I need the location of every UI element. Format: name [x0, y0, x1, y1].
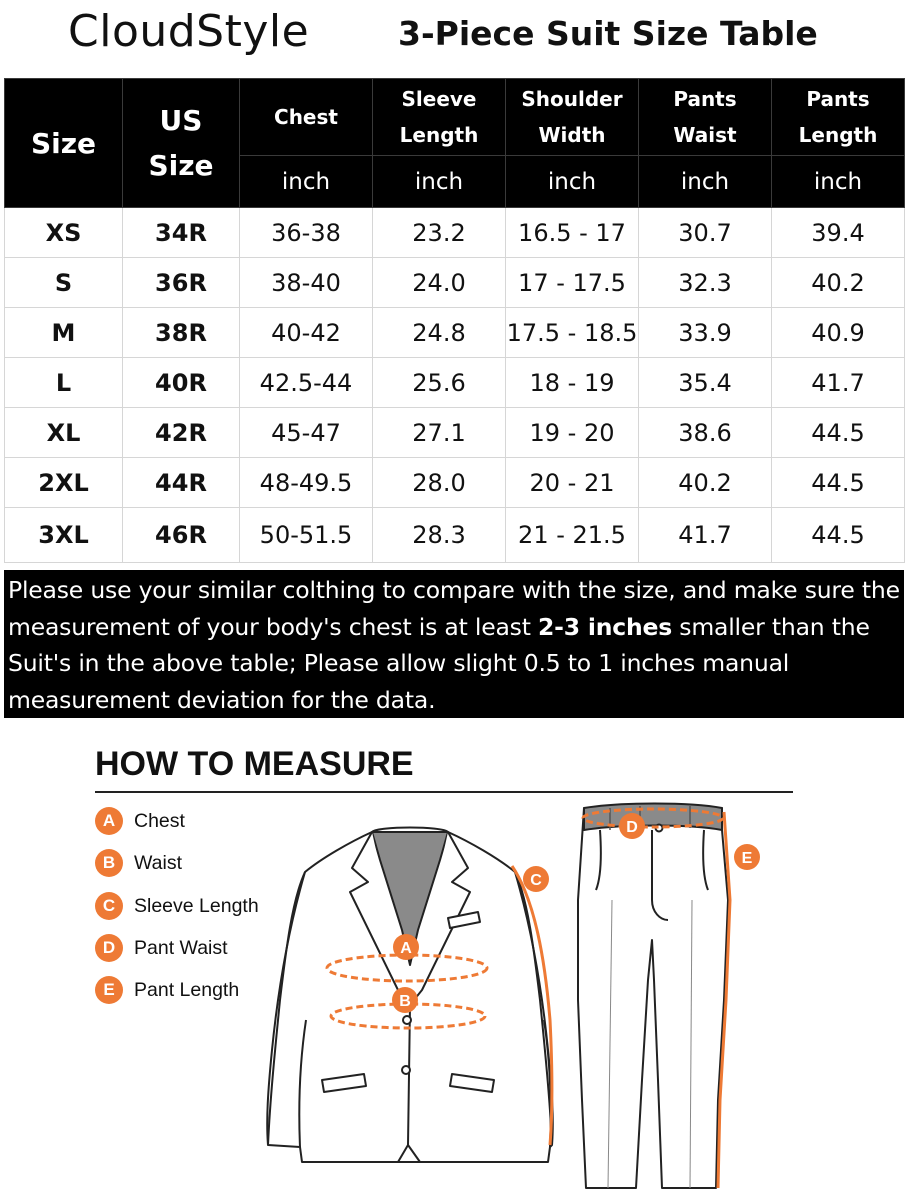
cell-pants-waist: 35.4 — [639, 358, 772, 408]
unit-length: inch — [772, 156, 905, 208]
cell-chest: 36-38 — [240, 208, 373, 258]
cell-shoulder-width: 17 - 17.5 — [506, 258, 639, 308]
cell-shoulder-width: 16.5 - 17 — [506, 208, 639, 258]
cell-us-size: 44R — [123, 458, 240, 508]
cell-size: XS — [5, 208, 123, 258]
cell-us-size: 36R — [123, 258, 240, 308]
cell-shoulder-width: 17.5 - 18.5 — [506, 308, 639, 358]
cell-pants-length: 44.5 — [772, 508, 905, 563]
header-pants-length: Pants Length — [772, 79, 905, 156]
cell-sleeve-length: 23.2 — [373, 208, 506, 258]
cell-us-size: 42R — [123, 408, 240, 458]
measurement-note: Please use your similar colthing to compare with the size, and make sure the measurement of your body's chest is at least 2-3 inches smaller than the Suit's in the above table; Please allow slight 0.5 to 1 inches manual measurement deviation for the data. — [4, 570, 904, 718]
cell-pants-waist: 33.9 — [639, 308, 772, 358]
cell-size: M — [5, 308, 123, 358]
cell-chest: 42.5-44 — [240, 358, 373, 408]
unit-sleeve: inch — [373, 156, 506, 208]
note-emphasis: 2-3 inches — [538, 612, 673, 641]
cell-chest: 38-40 — [240, 258, 373, 308]
header-chest: Chest — [240, 79, 373, 156]
cell-us-size: 38R — [123, 308, 240, 358]
badge-a-icon: A — [95, 807, 123, 835]
page-title: 3-Piece Suit Size Table — [398, 14, 818, 53]
cell-pants-waist: 40.2 — [639, 458, 772, 508]
cell-pants-waist: 30.7 — [639, 208, 772, 258]
cell-us-size: 34R — [123, 208, 240, 258]
svg-text:E: E — [741, 850, 753, 867]
cell-sleeve-length: 24.0 — [373, 258, 506, 308]
badge-e-icon: E — [95, 976, 123, 1004]
cell-pants-length: 44.5 — [772, 408, 905, 458]
svg-text:A: A — [400, 940, 412, 957]
cell-sleeve-length: 24.8 — [373, 308, 506, 358]
brand-logo: CloudStyle — [68, 6, 310, 57]
cell-shoulder-width: 18 - 19 — [506, 358, 639, 408]
how-to-measure-title: HOW TO MEASURE — [95, 745, 414, 783]
cell-size: 2XL — [5, 458, 123, 508]
badge-c-icon: C — [95, 892, 123, 920]
cell-us-size: 46R — [123, 508, 240, 563]
cell-pants-length: 44.5 — [772, 458, 905, 508]
header-pants-waist: Pants Waist — [639, 79, 772, 156]
legend-item-waist: B Waist — [95, 848, 182, 878]
cell-chest: 48-49.5 — [240, 458, 373, 508]
cell-pants-length: 40.9 — [772, 308, 905, 358]
cell-shoulder-width: 19 - 20 — [506, 408, 639, 458]
cell-pants-waist: 41.7 — [639, 508, 772, 563]
trousers-illustration — [578, 804, 728, 1189]
legend-item-pant-length: E Pant Length — [95, 975, 239, 1005]
cell-size: S — [5, 258, 123, 308]
cell-pants-waist: 38.6 — [639, 408, 772, 458]
legend-item-pant-waist: D Pant Waist — [95, 933, 228, 963]
svg-text:C: C — [530, 872, 542, 889]
cell-pants-length: 41.7 — [772, 358, 905, 408]
svg-text:D: D — [626, 819, 638, 836]
unit-chest: inch — [240, 156, 373, 208]
header-us-size: US Size — [123, 79, 240, 208]
unit-waist: inch — [639, 156, 772, 208]
cell-size: 3XL — [5, 508, 123, 563]
cell-chest: 40-42 — [240, 308, 373, 358]
badge-d-icon: D — [95, 934, 123, 962]
cell-pants-length: 40.2 — [772, 258, 905, 308]
header-sleeve-length: Sleeve Length — [373, 79, 506, 156]
cell-chest: 45-47 — [240, 408, 373, 458]
cell-chest: 50-51.5 — [240, 508, 373, 563]
legend-item-chest: A Chest — [95, 806, 185, 836]
cell-sleeve-length: 27.1 — [373, 408, 506, 458]
cell-size: L — [5, 358, 123, 408]
cell-size: XL — [5, 408, 123, 458]
header-size: Size — [5, 79, 123, 208]
badge-b-icon: B — [95, 849, 123, 877]
cell-sleeve-length: 28.3 — [373, 508, 506, 563]
unit-shoulder: inch — [506, 156, 639, 208]
cell-us-size: 40R — [123, 358, 240, 408]
cell-pants-length: 39.4 — [772, 208, 905, 258]
cell-sleeve-length: 25.6 — [373, 358, 506, 408]
header-shoulder-width: Shoulder Width — [506, 79, 639, 156]
cell-sleeve-length: 28.0 — [373, 458, 506, 508]
cell-shoulder-width: 20 - 21 — [506, 458, 639, 508]
legend-item-sleeve-length: C Sleeve Length — [95, 891, 259, 921]
cell-pants-waist: 32.3 — [639, 258, 772, 308]
cell-shoulder-width: 21 - 21.5 — [506, 508, 639, 563]
svg-text:B: B — [399, 993, 411, 1010]
